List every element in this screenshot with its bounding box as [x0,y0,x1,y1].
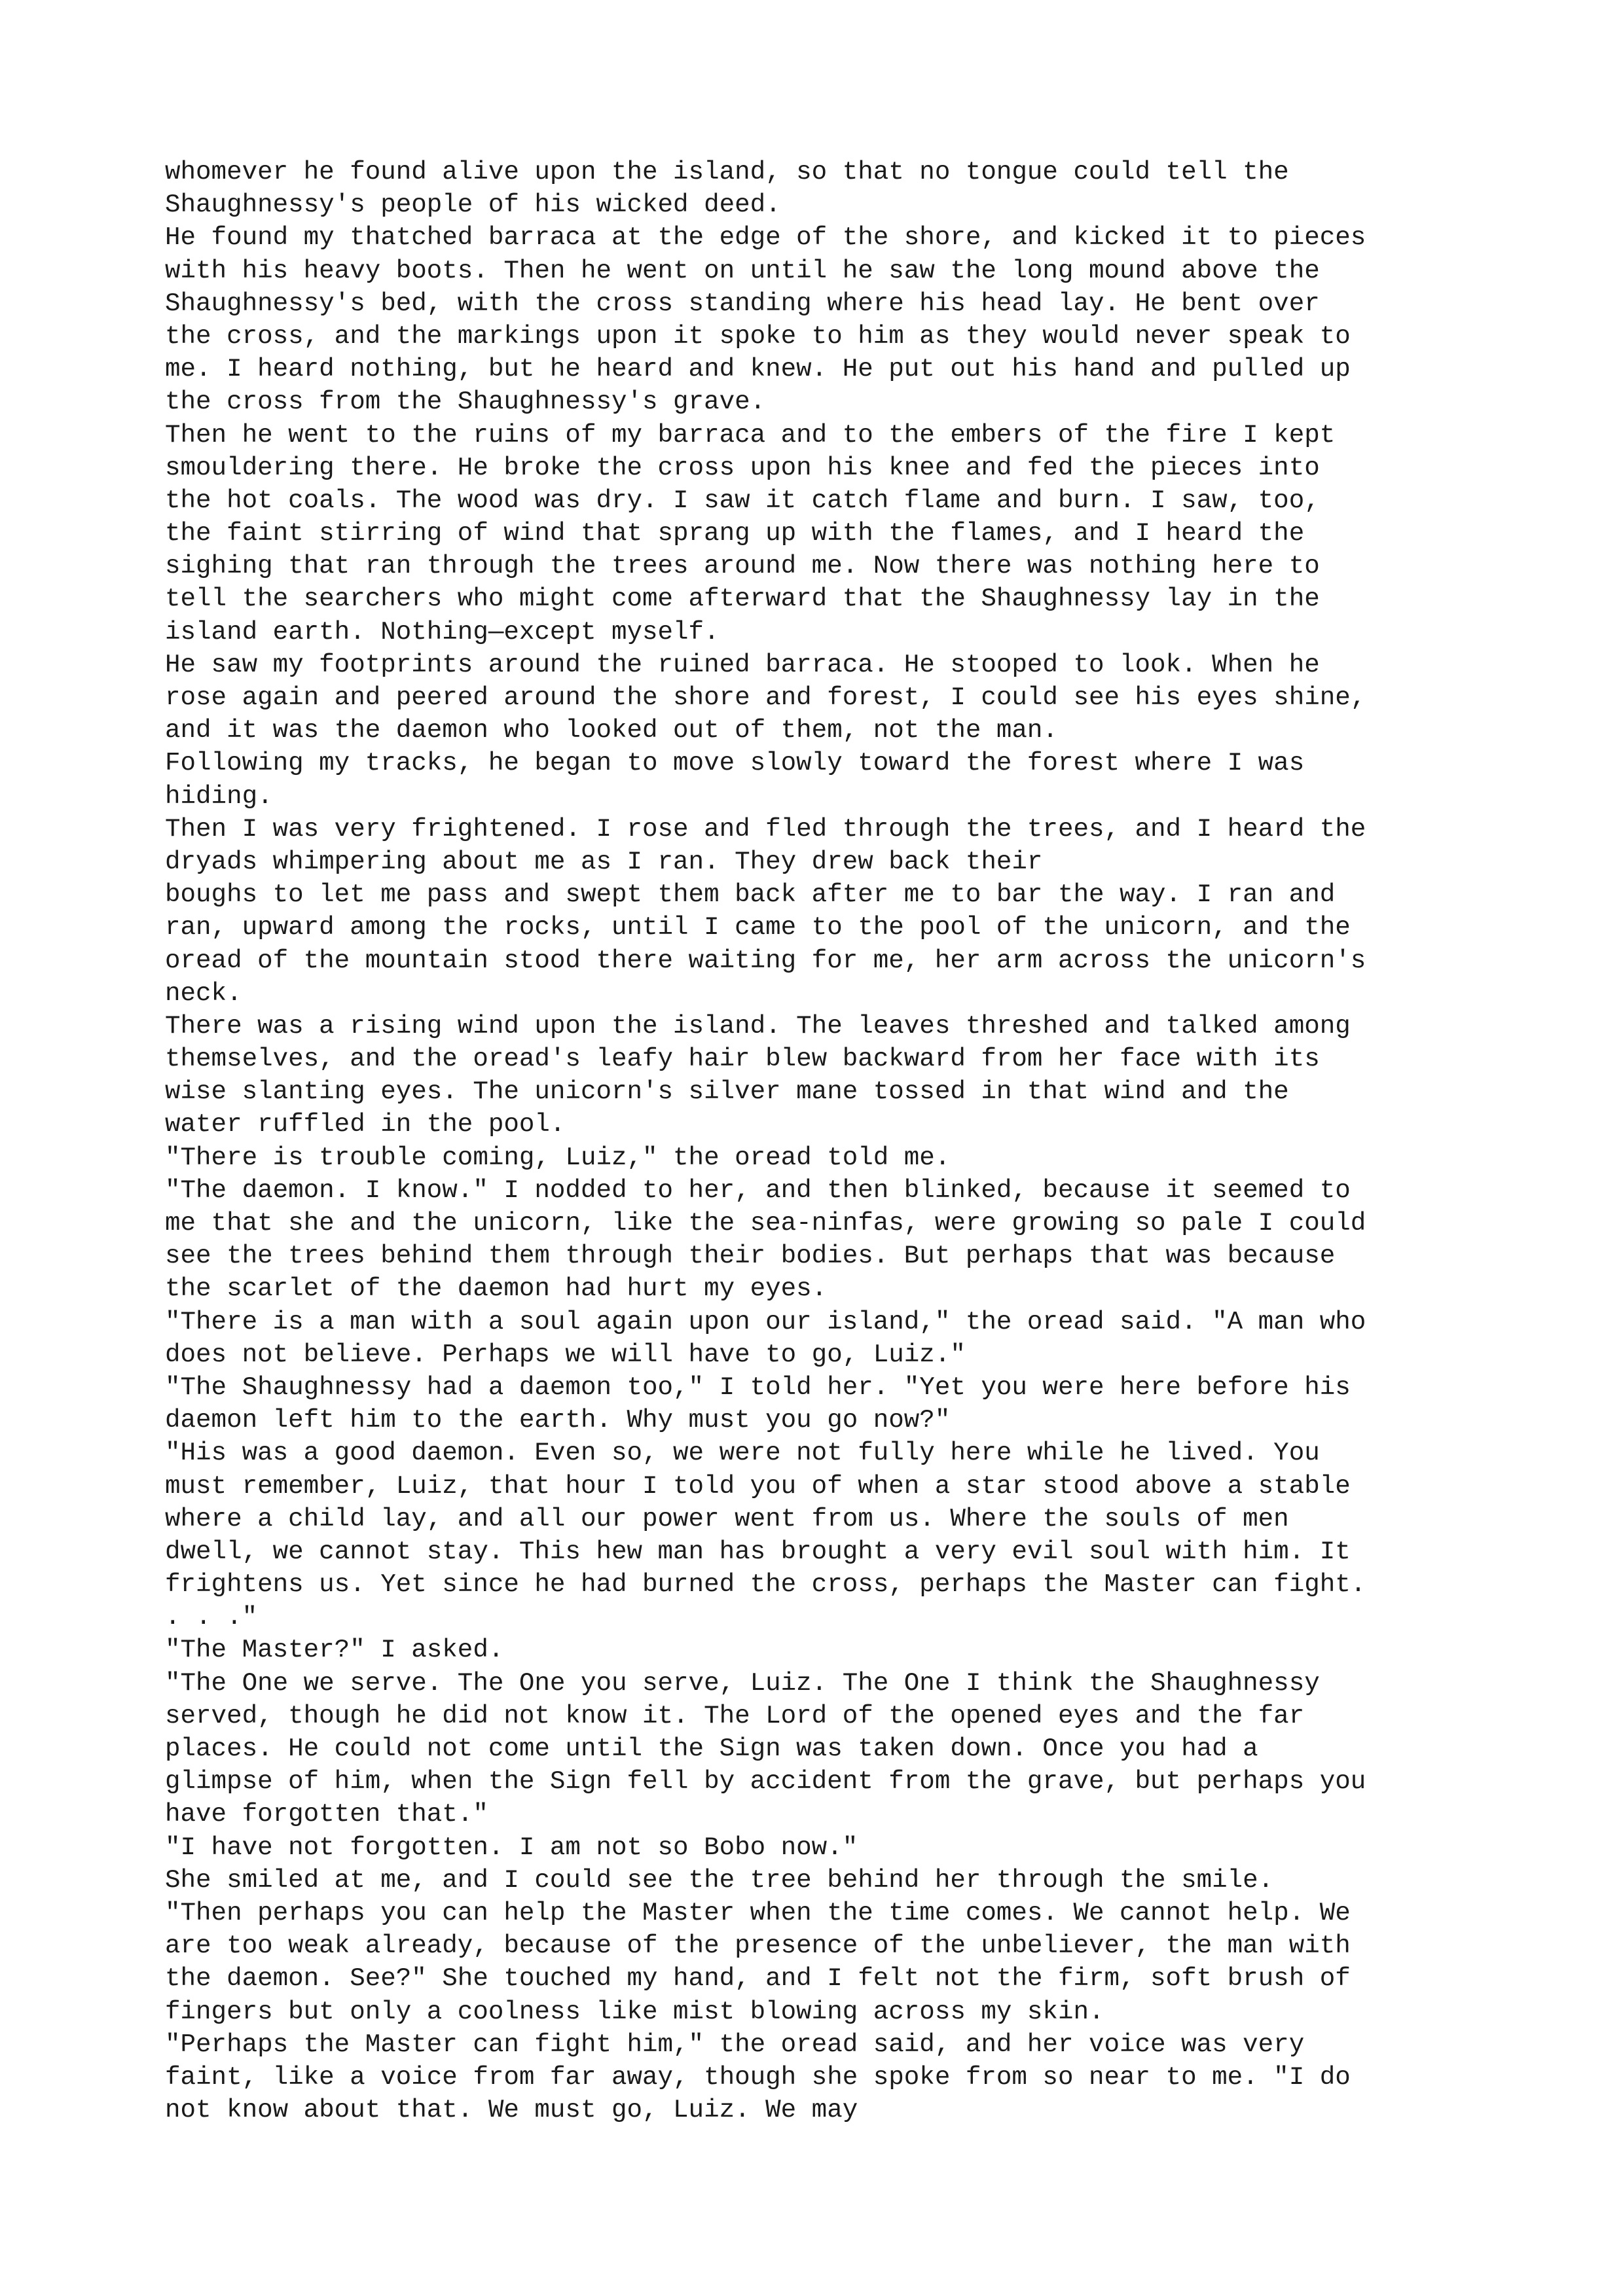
text-line: water ruffled in the pool. [165,1109,566,1139]
text-line: . . ." [165,1602,258,1632]
text-line: with his heavy boots. Then he went on until he saw the long mound above the [165,255,1320,285]
text-line: dryads whimpering about me as I ran. They drew back their [165,846,1043,876]
text-line: smouldering there. He broke the cross upon his knee and fed the pieces into [165,452,1320,482]
text-line: the cross from the Shaughnessy's grave. [165,387,766,417]
text-line: frightens us. Yet since he had burned the cross, perhaps the Master can fight. [165,1570,1366,1600]
text-line: not know about that. We must go, Luiz. We may [165,2095,858,2125]
text-line: glimpse of him, when the Sign fell by accident from the grave, but perhaps you [165,1767,1366,1797]
text-line: "There is a man with a soul again upon our island," the oread said. "A man who [165,1306,1366,1336]
text-line: "The One we serve. The One you serve, Luiz. The One I think the Shaughnessy [165,1668,1320,1698]
text-line: whomever he found alive upon the island, so that no tongue could tell the [165,157,1289,187]
text-line: tell the searchers who might come afterward that the Shaughnessy lay in the [165,584,1320,614]
text-line: oread of the mountain stood there waiting for me, her arm across the unicorn's [165,945,1366,975]
page-body-text [165,156,1474,2159]
text-line: the hot coals. The wood was dry. I saw it catch flame and burn. I saw, too, [165,485,1320,515]
text-line: themselves, and the oread's leafy hair blew backward from her face with its [165,1044,1320,1074]
text-line: island earth. Nothing—except myself. [165,617,720,647]
text-line: "Perhaps the Master can fight him," the oread said, and her voice was very [165,2029,1305,2059]
text-line: wise slanting eyes. The unicorn's silver mane tossed in that wind and the [165,1077,1289,1107]
text-line: sighing that ran through the trees around me. Now there was nothing here to [165,551,1320,581]
text-line: boughs to let me pass and swept them back after me to bar the way. I ran and [165,880,1336,910]
text-line: does not believe. Perhaps we will have to go, Luiz." [165,1339,966,1369]
text-line: the faint stirring of wind that sprang up with the flames, and I heard the [165,518,1305,548]
text-line: see the trees behind them through their bodies. But perhaps that was because [165,1241,1336,1271]
text-line: dwell, we cannot stay. This hew man has brought a very evil soul with him. It [165,1536,1351,1566]
text-line: rose again and peered around the shore and forest, I could see his eyes shine, [165,683,1366,712]
text-line: places. He could not come until the Sign was taken down. Once you had a [165,1734,1258,1763]
text-line: He found my thatched barraca at the edge of the shore, and kicked it to pieces [165,223,1366,253]
text-line: ran, upward among the rocks, until I came to the pool of the unicorn, and the [165,912,1351,942]
text-line: me that she and the unicorn, like the sea-ninfas, were growing so pale I could [165,1208,1366,1238]
text-line [165,2126,1474,2159]
text-line: are too weak already, because of the presence of the unbeliever, the man with [165,1931,1351,1961]
text-line: "His was a good daemon. Even so, we were not fully here while he lived. You [165,1438,1320,1468]
text-line: There was a rising wind upon the island. The leaves threshed and talked among [165,1011,1351,1041]
text-line: me. I heard nothing, but he heard and knew. He put out his hand and pulled up [165,354,1351,384]
text-line: served, though he did not know it. The Lord of the opened eyes and the far [165,1700,1305,1731]
text-line: where a child lay, and all our power went from us. Where the souls of men [165,1503,1289,1534]
text-line: must remember, Luiz, that hour I told you of when a star stood above a stable [165,1471,1351,1501]
text-line: the daemon. See?" She touched my hand, and I felt not the firm, soft brush of [165,1964,1351,1994]
text-line: She smiled at me, and I could see the tree behind her through the smile. [165,1865,1274,1895]
text-line: Shaughnessy's people of his wicked deed. [165,190,781,220]
text-line: and it was the daemon who looked out of them, not the man. [165,715,1058,745]
text-line: Following my tracks, he began to move slowly toward the forest where I was [165,748,1305,778]
text-line: hiding. [165,781,273,811]
text-line: faint, like a voice from far away, though she spoke from so near to me. "I do [165,2062,1351,2092]
text-line: "Then perhaps you can help the Master when the time comes. We cannot help. We [165,1897,1351,1928]
text-line: daemon left him to the earth. Why must you go now?" [165,1405,951,1435]
text-line: "The Shaughnessy had a daemon too," I told her. "Yet you were here before his [165,1372,1351,1402]
text-line: "There is trouble coming, Luiz," the oread told me. [165,1142,951,1172]
text-line: "I have not forgotten. I am not so Bobo now." [165,1832,858,1862]
text-line: He saw my footprints around the ruined barraca. He stooped to look. When he [165,649,1320,679]
text-line: Shaughnessy's bed, with the cross standing where his head lay. He bent over [165,288,1320,318]
text-line: fingers but only a coolness like mist blowing across my skin. [165,1996,1104,2026]
text-line: neck. [165,978,242,1008]
text-line: have forgotten that." [165,1799,488,1829]
text-line: "The daemon. I know." I nodded to her, and then blinked, because it seemed to [165,1175,1351,1205]
text-line: the cross, and the markings upon it spoke to him as they would never speak to [165,321,1351,351]
text-line: the scarlet of the daemon had hurt my eyes. [165,1274,828,1304]
text-line: "The Master?" I asked. [165,1635,504,1665]
text-line: Then he went to the ruins of my barraca and to the embers of the fire I kept [165,420,1336,450]
text-line: Then I was very frightened. I rose and fled through the trees, and I heard the [165,814,1366,844]
